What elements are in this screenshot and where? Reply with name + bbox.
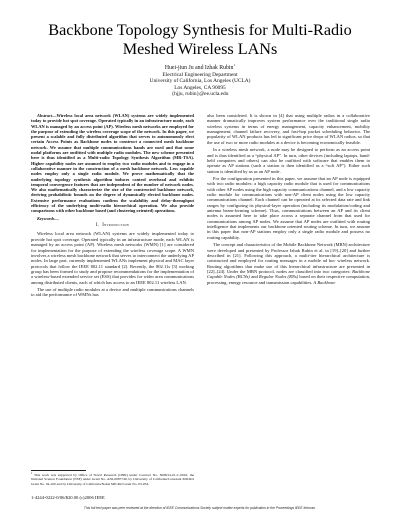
term-backbone: Backbone (317, 279, 336, 285)
title-line-2: Meshed Wireless LANs (122, 39, 278, 58)
author-block (70, 62, 330, 98)
right-paragraph-2: In a wireless mesh network, a node may be designed to perform as an access point and is thus identified as a “physical AP”. In turn, other devices (including laptops, hand-held computers and others) can also be outfitted with software that enables them to operate as AP stations (such a station is then identified as a “soft AP”). Either such station is identified by us as an AP node. (207, 147, 370, 174)
term-rn: Regular Nodes (RNs) (259, 274, 299, 280)
peer-review-note: This full text paper was peer reviewed at the direction of IEEE Communications Society subject matter experts for publication in the Proceedings IEEE Infocom. (83, 506, 317, 510)
abstract-text: —Wireless local area network (WLAN) systems are widely implemented today to provide hot spot coverage. Operated typically in an infrastructure mode, each WLAN is managed by an access point (AP). Wireless mesh networks are employed for the purpose of extending the wireless coverage scope of the network. In this paper, we present a scalable and fully distributed algorithm that serves to autonomously elect certain Access Points as Backbone nodes to construct a connected mesh backbone network. We assume that multiple communications bands are used and that some nodal platforms are outfitted with multiple radio modules. The new scheme presented here is thus identified as a Multi-radio Topology Synthesis Algorithm (MR-TSA). Higher capability nodes are assumed to employ two radio modules and to engage in a collaborative manner in the construction of a mesh backbone network. Less capable nodes employ only a single radio module. We prove mathematically that the underlying topology synthesis algorithm induces control overhead and exhibits temporal convergence features that are independent of the number of network nodes. We also mathematically characterize the size of the constructed backbone network, deriving probabilistic bounds on the degree of dynamically elected backbone nodes. Extensive performance evaluations confirm the scalability and delay-throughput efficiency of the underlying multi-radio hierarchical operation. We also provide comparisons with other backbone based (and clustering oriented) operations. (31, 113, 194, 214)
keywords-paragraph (31, 216, 194, 221)
section-numeral: I. (95, 223, 100, 229)
footnote-text: This work was supported by Office of Naval Research (ONR) under Contract No. N00014-01-C-0016, the National Science Foundation (NSF) under Grant No. ANI-0087749, by University of California/Conexant MICRO Grant No. 04-100 and by University of California/Nokia MICRO Grant No. 03-034. (31, 473, 194, 486)
intro-paragraph-1: Wireless local area network (WLAN) systems are widely implemented today to provide hot spot coverage. Operated typically in an infrastructure mode, each WLAN is managed by an access point (AP). Wireless mesh networks (WMN) [1] are considered for implementation for the purpose of extending the wireless coverage scope. A WMN involves a wireless mesh backbone network that serves to interconnect the underlying AP nodes. In large part, currently implemented WLANs implement physical and MAC layer protocols that follow the IEEE 802.11 standard [2]. Recently, the 802.11s [3] working group has been formed to study and propose recommendations for the implementation of a wireless-based extended service set (ESS) that provides for wider area communications among distributed clients, each of which has access to an IEEE 802.11 wireless LAN. (31, 231, 194, 285)
isbn-line: 1-4244-0222-0/06/$20.00 (c)2006 IEEE (31, 495, 105, 500)
abstract-paragraph (31, 113, 194, 214)
abstract-label: Abstract (37, 113, 53, 118)
section-heading-introduction (31, 223, 194, 228)
right-column (207, 113, 370, 488)
right-paragraph-4: The concept and characteristics of the Mobile Backbone Network (MBN) architecture were developed and presented by Professor Izhak Rubin et al. in [19]–[20] and further described in [21]. Following this approach, a multi-tier hierarchical architecture is constructed and employed for routing messages in a mobile ad hoc wireless network. Routing algorithms that make use of this hierarchical infrastructure are presented in [22]–[24]. Under the MBN protocol, nodes are classified into two categories: Backbone Capable Nodes (BCNs) and Regular Nodes (RNs) based on their respective computation, processing, energy resource and transmission capabilities. A Backbone (207, 242, 370, 285)
footnote (31, 472, 194, 486)
footnote-divider (31, 470, 86, 471)
author-department: Electrical Engineering Department (162, 71, 238, 78)
author-emails: {hjju, rubin}@ee.ucla.edu (171, 91, 229, 98)
title-line-1: Backbone Topology Synthesis for Multi-Radio (48, 21, 352, 39)
footnote-mark: 1 (31, 472, 33, 475)
term-bcn: Backbone Capable Nodes (BCNs) (207, 268, 370, 280)
author-city: Los Angeles, CA 90095 (174, 84, 226, 91)
paper-title (20, 21, 380, 58)
keywords-label: Keywords (37, 215, 55, 221)
right-paragraph-1: also been considered. It is shown in [4] that using multiple radios in a collaborative manner dramatically improves system performance over the traditional single radio wireless systems in terms of energy management, capacity enhancement, mobility management, channel failure recovery, and fast-hop packet scheduling behavior. The popularity of WLAN products has led to significant price drops of WLAN radios, so that the use of two or more radio modules at a device is becoming economically feasible. (207, 113, 370, 145)
author-names: Huei-jiun Ju and Izhak Rubin$^1$ (164, 63, 236, 71)
author-footnote-mark: 1 (233, 63, 236, 67)
intro-paragraph-2: The use of multiple radio modules at a device and multiple communications channels to aid the performance of WMNs has (31, 287, 194, 298)
author-university: University of California, Los Angeles (UCLA) (149, 78, 251, 85)
section-title: Introduction (102, 223, 130, 229)
keywords-text: — (54, 215, 59, 221)
left-column (31, 113, 194, 465)
right-paragraph-3: For the configuration presented in this paper, we assume that an AP node is equipped with two radio modules: a high capacity radio module that is used for communications with other AP nodes using the high capacity communications channel, and a low capacity radio module for communications with non-AP client nodes using the low capacity communications channel. Each channel can be operated at its selected data rate and link ranges by configuring its physical-layer operation (including its modulation/coding and antenna beam-forming scheme). Thus, communications between an AP and its client nodes is assumed here to take place across a separate channel from that used for communications among AP nodes. We assume that AP nodes are outfitted with routing intelligence that implements our backbone oriented routing scheme. In turn, we assume in this paper that non-AP stations employ only a single radio module and possess no routing capability. (207, 175, 370, 240)
